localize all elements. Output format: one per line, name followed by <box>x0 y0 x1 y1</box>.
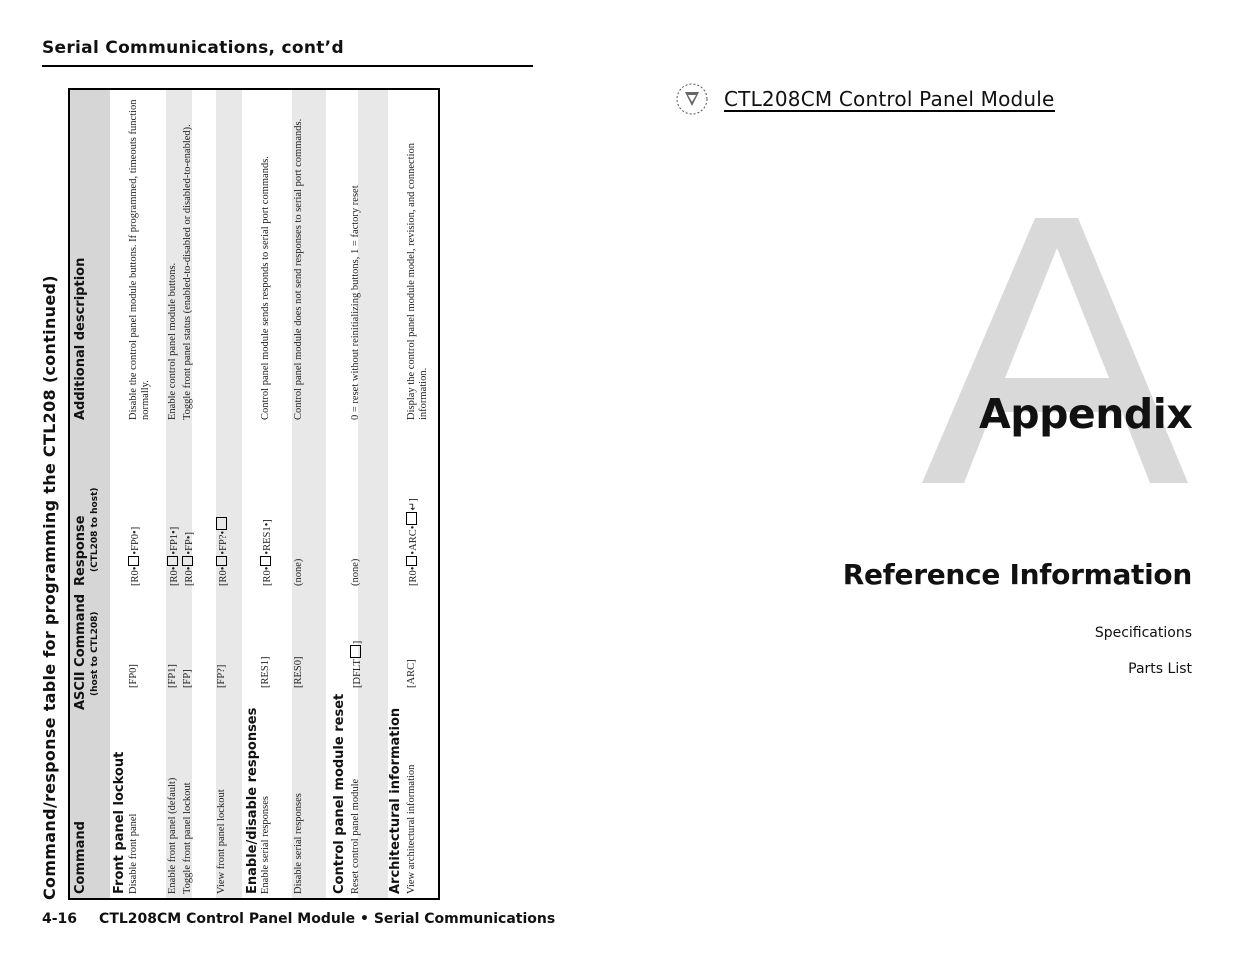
appendix-letter-graphic <box>920 190 1193 490</box>
command-table <box>68 88 440 900</box>
col-ascii <box>74 594 102 710</box>
row-command: View architectural information <box>406 764 417 894</box>
row-response: (none) <box>293 558 304 586</box>
row-response <box>260 446 274 586</box>
appendix-heading: Appendix <box>979 390 1193 438</box>
col-ascii-label: ASCII Command <box>73 593 88 710</box>
response-pre: [R0• <box>169 566 180 586</box>
response-pre: [R0• <box>130 566 141 586</box>
row-response <box>128 446 142 586</box>
row-description: Display the control panel module model, revision, and connection information. <box>406 142 429 420</box>
col-ascii-sub: (host to CTL208) <box>90 611 100 696</box>
response-post: •FP1•] <box>169 526 180 555</box>
placeholder-box <box>167 556 178 566</box>
response-post: •RES1•] <box>262 519 273 555</box>
row-response <box>182 446 196 586</box>
placeholder-box <box>216 556 227 566</box>
toc-item-specifications[interactable]: Specifications <box>1094 625 1192 641</box>
section-title: Control panel module reset <box>332 693 347 894</box>
row-description: Control panel module sends responds to serial port commands. <box>260 156 271 420</box>
page-header: Serial Communications, cont’d <box>42 38 344 58</box>
col-command: Command <box>73 821 88 894</box>
footer-text: CTL208CM Control Panel Module • Serial Communications <box>99 911 556 927</box>
section-title: Enable/disable responses <box>245 707 260 894</box>
row-ascii: [ARC] <box>406 659 417 688</box>
table-title: Command/response table for programming the CTL208 (continued) <box>40 275 59 900</box>
table-header <box>70 90 110 898</box>
response-post: •ARC• <box>408 525 419 555</box>
row-description: Enable control panel module buttons. <box>167 262 178 420</box>
response-post: •FP•] <box>184 532 195 555</box>
row-ascii: [FP0] <box>128 664 139 688</box>
response-post: •FP?• <box>218 530 229 555</box>
row-ascii: [FP1] <box>167 664 178 688</box>
ascii-text: [DFLT <box>352 659 363 688</box>
row-response <box>167 446 181 586</box>
toc-item-parts-list[interactable]: Parts List <box>1128 661 1192 677</box>
row-description: Disable the control panel module buttons. If programmed, timeouts function normally. <box>128 99 151 420</box>
row-ascii: [DFLT] <box>352 640 363 688</box>
extron-logo-icon <box>673 82 711 116</box>
response-post: •FP0•] <box>130 526 141 555</box>
row-response <box>406 446 420 586</box>
page-footer <box>42 911 555 927</box>
return-icon: ↵] <box>408 498 419 511</box>
row-response: (none) <box>350 558 361 586</box>
placeholder-box <box>406 512 417 525</box>
col-response-sub: (CTL208 to host) <box>90 487 100 572</box>
placeholder-box <box>128 556 139 566</box>
placeholder-box <box>216 517 227 530</box>
placeholder-box <box>350 645 361 658</box>
row-ascii: [FP] <box>182 669 193 688</box>
placeholder-box <box>406 556 417 566</box>
row-band <box>358 90 388 898</box>
page-number: 4-16 <box>42 911 78 927</box>
row-command: Disable serial responses <box>293 793 304 894</box>
row-description: 0 = reset without reinitializing buttons, 1 = factory reset <box>350 185 361 420</box>
row-response <box>216 446 230 586</box>
section-title: Architectural information <box>388 707 403 894</box>
section-title: Front panel lockout <box>112 751 127 894</box>
row-command: Reset control panel module <box>350 778 361 894</box>
response-pre: [R0• <box>184 566 195 586</box>
col-response <box>74 488 102 587</box>
response-pre: [R0• <box>408 566 419 586</box>
col-description: Additional description <box>73 257 88 420</box>
response-pre: [R0• <box>262 566 273 586</box>
col-response-label: Response <box>73 515 88 586</box>
row-command: Enable front panel (default) <box>167 777 178 894</box>
row-command: Enable serial responses <box>260 796 271 894</box>
module-title: CTL208CM Control Panel Module <box>724 87 1055 111</box>
response-pre: [R0• <box>218 566 229 586</box>
reference-heading: Reference Information <box>842 558 1192 591</box>
row-command: Disable front panel <box>128 813 139 894</box>
row-description: Control panel module does not send responses to serial port commands. <box>293 118 304 420</box>
row-ascii: [RES0] <box>293 656 304 688</box>
row-ascii: [RES1] <box>260 656 271 688</box>
header-rule <box>42 65 533 67</box>
placeholder-box <box>182 556 193 566</box>
row-command: Toggle front panel lockout <box>182 782 193 894</box>
row-command: View front panel lockout <box>216 789 227 894</box>
placeholder-box <box>260 556 271 566</box>
row-description: Toggle front panel status (enabled-to-disabled or disabled-to-enabled). <box>182 124 193 420</box>
rotated-table-area <box>40 80 445 900</box>
row-ascii: [FP?] <box>216 664 227 688</box>
